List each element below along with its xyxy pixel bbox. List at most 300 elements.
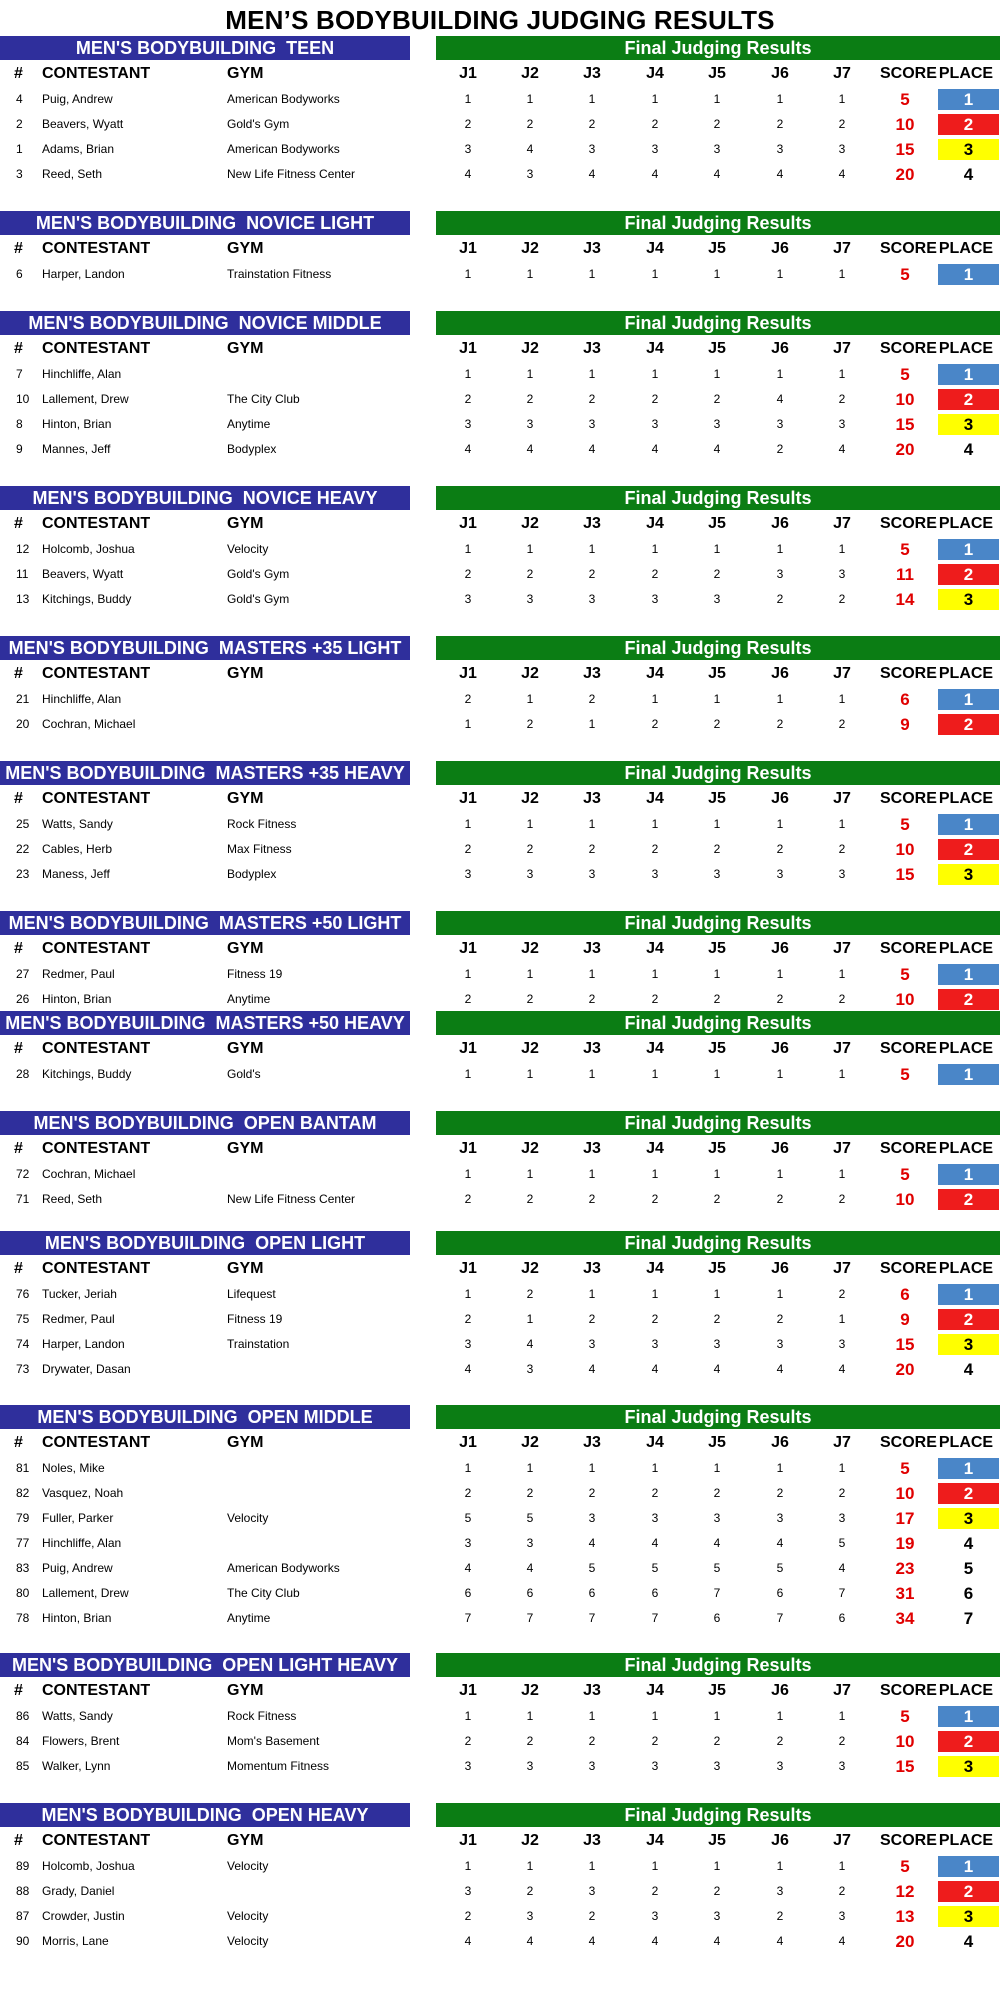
total-score: 15 xyxy=(895,1757,915,1776)
judge-score: 6 xyxy=(651,1586,659,1600)
contestant-name: Kitchings, Buddy xyxy=(42,1067,132,1081)
total-score: 10 xyxy=(895,1484,915,1503)
judge-score: 1 xyxy=(776,367,784,381)
gym-name: American Bodyworks xyxy=(227,92,340,106)
gym-name: Rock Fitness xyxy=(227,817,297,831)
header-score: SCORE xyxy=(880,1140,937,1157)
header-gym: GYM xyxy=(227,940,264,957)
judge-score: 3 xyxy=(776,1337,784,1351)
table-row xyxy=(0,1506,1000,1531)
judge-score: 2 xyxy=(464,567,472,581)
judge-score: 2 xyxy=(776,1734,784,1748)
gym-name: Velocity xyxy=(227,1934,269,1948)
contestant-number: 74 xyxy=(16,1337,30,1351)
judge-score: 3 xyxy=(588,1759,596,1773)
judge-score: 3 xyxy=(713,142,721,156)
place-badge: 2 xyxy=(938,114,999,135)
header-judge: J1 xyxy=(459,515,477,532)
table-row xyxy=(0,437,1000,462)
judge-score: 4 xyxy=(776,392,784,406)
place-badge: 2 xyxy=(938,1881,999,1902)
total-score: 19 xyxy=(895,1534,915,1553)
judge-score: 1 xyxy=(651,267,659,281)
category-title: MEN'S BODYBUILDING OPEN LIGHT HEAVY xyxy=(0,1653,410,1677)
header-judge: J1 xyxy=(459,1832,477,1849)
judge-score: 2 xyxy=(588,992,596,1006)
contestant-name: Redmer, Paul xyxy=(42,967,115,981)
judge-score: 1 xyxy=(651,1167,659,1181)
judge-score: 1 xyxy=(651,817,659,831)
section-header xyxy=(0,1653,1000,1677)
judge-score: 2 xyxy=(651,1486,659,1500)
place-badge: 1 xyxy=(938,1064,999,1085)
judge-score: 4 xyxy=(464,167,472,181)
table-row xyxy=(0,137,1000,162)
header-judge: J7 xyxy=(833,240,851,257)
place-badge: 1 xyxy=(938,689,999,710)
judge-score: 3 xyxy=(526,1536,534,1550)
table-row xyxy=(0,987,1000,1012)
judge-score: 2 xyxy=(526,1884,534,1898)
gym-name: Bodyplex xyxy=(227,442,277,456)
table-row xyxy=(0,1357,1000,1382)
table-row xyxy=(0,1332,1000,1357)
judge-score: 3 xyxy=(464,1337,472,1351)
judge-score: 2 xyxy=(588,692,596,706)
judge-score: 1 xyxy=(464,267,472,281)
judge-score: 1 xyxy=(464,1167,472,1181)
judge-score: 5 xyxy=(713,1561,721,1575)
table-row xyxy=(0,1904,1000,1929)
table-row xyxy=(0,562,1000,587)
judge-score: 2 xyxy=(651,392,659,406)
contestant-number: 73 xyxy=(16,1362,30,1376)
judge-score: 1 xyxy=(713,1067,721,1081)
contestant-number: 80 xyxy=(16,1586,30,1600)
judge-score: 4 xyxy=(838,167,846,181)
judge-score: 1 xyxy=(838,1859,846,1873)
contestant-number: 81 xyxy=(16,1461,30,1475)
place-badge: 4 xyxy=(963,440,974,459)
place-badge: 2 xyxy=(938,1731,999,1752)
judge-score: 3 xyxy=(588,1511,596,1525)
total-score: 5 xyxy=(900,965,910,984)
judge-score: 2 xyxy=(713,992,721,1006)
judge-score: 4 xyxy=(651,1934,659,1948)
header-judge: J2 xyxy=(521,1434,539,1451)
results-section xyxy=(0,636,1000,737)
header-judge: J1 xyxy=(459,1140,477,1157)
judge-score: 3 xyxy=(526,1759,534,1773)
contestant-number: 12 xyxy=(16,542,30,556)
judge-score: 1 xyxy=(838,1067,846,1081)
header-judge: J7 xyxy=(833,665,851,682)
total-score: 10 xyxy=(895,1732,915,1751)
contestant-name: Grady, Daniel xyxy=(42,1884,115,1898)
judge-score: 6 xyxy=(588,1586,596,1600)
contestant-number: 75 xyxy=(16,1312,30,1326)
header-place: PLACE xyxy=(938,1260,994,1277)
header-judge: J2 xyxy=(521,1682,539,1699)
judge-score: 3 xyxy=(588,867,596,881)
page-title: MEN’S BODYBUILDING JUDGING RESULTS xyxy=(225,5,775,35)
judge-score: 2 xyxy=(776,1312,784,1326)
header-judge: J2 xyxy=(521,790,539,807)
place-badge: 1 xyxy=(938,364,999,385)
judge-score: 4 xyxy=(526,1337,534,1351)
contestant-number: 77 xyxy=(16,1536,30,1550)
contestant-name: Kitchings, Buddy xyxy=(42,592,132,606)
judge-score: 3 xyxy=(713,417,721,431)
judge-score: 4 xyxy=(713,1934,721,1948)
header-judge: J3 xyxy=(583,1260,601,1277)
gym-name: Velocity xyxy=(227,1909,269,1923)
judge-score: 1 xyxy=(713,1709,721,1723)
gym-name: Velocity xyxy=(227,1511,269,1525)
header-judge: J5 xyxy=(708,1832,726,1849)
total-score: 10 xyxy=(895,990,915,1009)
header-judge: J2 xyxy=(521,940,539,957)
contestant-number: 2 xyxy=(16,117,23,131)
final-results-title: Final Judging Results xyxy=(436,636,1000,660)
judge-score: 1 xyxy=(526,1067,534,1081)
total-score: 11 xyxy=(896,565,914,584)
judge-score: 4 xyxy=(588,442,596,456)
header-judge: J6 xyxy=(771,1260,789,1277)
header-judge: J5 xyxy=(708,65,726,82)
judge-score: 2 xyxy=(526,992,534,1006)
total-score: 15 xyxy=(895,415,915,434)
header-judge: J7 xyxy=(833,1260,851,1277)
total-score: 31 xyxy=(895,1584,915,1603)
header-score: SCORE xyxy=(880,1832,937,1849)
place-badge: 7 xyxy=(963,1609,974,1628)
judge-score: 1 xyxy=(464,542,472,556)
section-header xyxy=(0,1111,1000,1135)
judge-score: 4 xyxy=(526,1561,534,1575)
judge-score: 2 xyxy=(651,1734,659,1748)
column-headers xyxy=(0,335,1000,362)
judge-score: 3 xyxy=(651,1511,659,1525)
final-results-title: Final Judging Results xyxy=(436,761,1000,785)
header-contestant: CONTESTANT xyxy=(42,240,151,257)
judge-score: 3 xyxy=(588,142,596,156)
judge-score: 7 xyxy=(651,1611,659,1625)
category-title: MEN'S BODYBUILDING MASTERS +50 HEAVY xyxy=(0,1011,410,1035)
header-place: PLACE xyxy=(938,1140,994,1157)
header-place: PLACE xyxy=(938,240,994,257)
judge-score: 5 xyxy=(588,1561,596,1575)
category-title: MEN'S BODYBUILDING OPEN LIGHT xyxy=(0,1231,410,1255)
table-row xyxy=(0,1754,1000,1779)
header-judge: J7 xyxy=(833,940,851,957)
header-place: PLACE xyxy=(938,1682,994,1699)
column-headers xyxy=(0,1255,1000,1282)
header-place: PLACE xyxy=(938,790,994,807)
contestant-name: Hinton, Brian xyxy=(42,1611,112,1625)
judge-score: 1 xyxy=(588,817,596,831)
judge-score: 1 xyxy=(776,542,784,556)
gym-name: Bodyplex xyxy=(227,867,277,881)
judge-score: 1 xyxy=(651,92,659,106)
column-headers xyxy=(0,935,1000,962)
judge-score: 1 xyxy=(713,1167,721,1181)
gym-name: New Life Fitness Center xyxy=(227,1192,356,1206)
judge-score: 2 xyxy=(713,1734,721,1748)
judge-score: 3 xyxy=(838,867,846,881)
header-contestant: CONTESTANT xyxy=(42,340,151,357)
judge-score: 1 xyxy=(838,267,846,281)
table-row xyxy=(0,112,1000,137)
header-judge: J1 xyxy=(459,790,477,807)
section-header xyxy=(0,311,1000,335)
table-row xyxy=(0,1481,1000,1506)
contestant-number: 76 xyxy=(16,1287,30,1301)
contestant-number: 84 xyxy=(16,1734,30,1748)
judge-score: 1 xyxy=(464,1461,472,1475)
judge-score: 1 xyxy=(526,817,534,831)
contestant-number: 72 xyxy=(16,1167,30,1181)
judge-score: 1 xyxy=(776,92,784,106)
header-contestant: CONTESTANT xyxy=(42,940,151,957)
judge-score: 4 xyxy=(588,1536,596,1550)
place-badge: 1 xyxy=(938,1856,999,1877)
place-badge: 5 xyxy=(963,1559,974,1578)
header-number: # xyxy=(14,1434,23,1451)
judge-score: 2 xyxy=(464,1192,472,1206)
results-section xyxy=(0,1803,1000,1954)
header-number: # xyxy=(14,515,23,532)
judge-score: 2 xyxy=(464,1909,472,1923)
column-headers xyxy=(0,1827,1000,1854)
judge-score: 1 xyxy=(651,542,659,556)
gym-name: Trainstation xyxy=(227,1337,290,1351)
category-title: MEN'S BODYBUILDING OPEN BANTAM xyxy=(0,1111,410,1135)
contestant-name: Holcomb, Joshua xyxy=(42,542,135,556)
gym-name: Mom's Basement xyxy=(227,1734,320,1748)
total-score: 6 xyxy=(900,1285,910,1304)
header-judge: J7 xyxy=(833,1140,851,1157)
table-row xyxy=(0,1729,1000,1754)
total-score: 23 xyxy=(895,1559,915,1578)
judge-score: 3 xyxy=(838,417,846,431)
judge-score: 1 xyxy=(588,967,596,981)
judge-score: 3 xyxy=(776,417,784,431)
header-judge: J3 xyxy=(583,65,601,82)
judge-score: 2 xyxy=(588,1192,596,1206)
judge-score: 1 xyxy=(713,967,721,981)
judge-score: 6 xyxy=(713,1611,721,1625)
judge-score: 1 xyxy=(526,1312,534,1326)
total-score: 14 xyxy=(895,590,915,609)
judge-score: 4 xyxy=(526,1934,534,1948)
contestant-name: Cochran, Michael xyxy=(42,717,136,731)
contestant-number: 21 xyxy=(16,692,30,706)
gym-name: Gold's Gym xyxy=(227,592,290,606)
judge-score: 1 xyxy=(526,1709,534,1723)
final-results-title: Final Judging Results xyxy=(436,1405,1000,1429)
judge-score: 1 xyxy=(588,1859,596,1873)
judge-score: 1 xyxy=(464,1859,472,1873)
judge-score: 1 xyxy=(838,1312,846,1326)
total-score: 5 xyxy=(900,365,910,384)
judge-score: 1 xyxy=(464,1709,472,1723)
place-badge: 3 xyxy=(938,864,999,885)
header-place: PLACE xyxy=(938,940,994,957)
final-results-title: Final Judging Results xyxy=(436,1653,1000,1677)
section-header xyxy=(0,36,1000,60)
judge-score: 1 xyxy=(526,1461,534,1475)
contestant-name: Morris, Lane xyxy=(42,1934,109,1948)
table-row xyxy=(0,1581,1000,1606)
judge-score: 4 xyxy=(776,1536,784,1550)
place-badge: 3 xyxy=(938,1756,999,1777)
judge-score: 1 xyxy=(776,817,784,831)
judge-score: 1 xyxy=(464,967,472,981)
judge-score: 1 xyxy=(776,1859,784,1873)
header-judge: J4 xyxy=(646,1260,664,1277)
total-score: 10 xyxy=(895,115,915,134)
judge-score: 3 xyxy=(464,417,472,431)
judge-score: 2 xyxy=(588,1909,596,1923)
section-header xyxy=(0,211,1000,235)
header-judge: J3 xyxy=(583,665,601,682)
header-contestant: CONTESTANT xyxy=(42,1434,151,1451)
header-contestant: CONTESTANT xyxy=(42,1832,151,1849)
judge-score: 3 xyxy=(464,867,472,881)
place-badge: 3 xyxy=(938,1334,999,1355)
judge-score: 3 xyxy=(776,567,784,581)
gym-name: Max Fitness xyxy=(227,842,292,856)
judge-score: 1 xyxy=(838,1167,846,1181)
judge-score: 1 xyxy=(713,367,721,381)
judge-score: 1 xyxy=(526,692,534,706)
gym-name: The City Club xyxy=(227,392,300,406)
contestant-name: Cables, Herb xyxy=(42,842,113,856)
table-row xyxy=(0,537,1000,562)
gym-name: Lifequest xyxy=(227,1287,276,1301)
judge-score: 2 xyxy=(776,1486,784,1500)
judge-score: 1 xyxy=(464,1287,472,1301)
header-judge: J3 xyxy=(583,1040,601,1057)
judge-score: 2 xyxy=(838,717,846,731)
gym-name: New Life Fitness Center xyxy=(227,167,356,181)
table-row xyxy=(0,1606,1000,1631)
judge-score: 3 xyxy=(588,1337,596,1351)
header-contestant: CONTESTANT xyxy=(42,790,151,807)
judge-score: 2 xyxy=(651,1884,659,1898)
judge-score: 2 xyxy=(776,1909,784,1923)
header-gym: GYM xyxy=(227,1260,264,1277)
header-place: PLACE xyxy=(938,1434,994,1451)
header-judge: J3 xyxy=(583,515,601,532)
contestant-number: 9 xyxy=(16,442,23,456)
judge-score: 4 xyxy=(526,142,534,156)
judge-score: 1 xyxy=(776,1461,784,1475)
judge-score: 2 xyxy=(838,117,846,131)
header-judge: J1 xyxy=(459,340,477,357)
judge-score: 4 xyxy=(588,167,596,181)
results-section xyxy=(0,486,1000,612)
header-judge: J4 xyxy=(646,1832,664,1849)
table-row xyxy=(0,1929,1000,1954)
total-score: 5 xyxy=(900,1707,910,1726)
header-gym: GYM xyxy=(227,1140,264,1157)
contestant-name: Fuller, Parker xyxy=(42,1511,114,1525)
table-row xyxy=(0,362,1000,387)
total-score: 6 xyxy=(900,690,910,709)
column-headers xyxy=(0,1135,1000,1162)
header-judge: J1 xyxy=(459,240,477,257)
contestant-name: Tucker, Jeriah xyxy=(42,1287,117,1301)
final-results-title: Final Judging Results xyxy=(436,211,1000,235)
place-badge: 2 xyxy=(938,1309,999,1330)
contestant-name: Watts, Sandy xyxy=(42,817,113,831)
judge-score: 3 xyxy=(651,417,659,431)
table-row xyxy=(0,1282,1000,1307)
contestant-name: Cochran, Michael xyxy=(42,1167,136,1181)
total-score: 5 xyxy=(900,90,910,109)
judge-score: 3 xyxy=(464,1884,472,1898)
judge-score: 4 xyxy=(838,442,846,456)
judge-score: 1 xyxy=(526,967,534,981)
judge-score: 1 xyxy=(713,1461,721,1475)
header-judge: J7 xyxy=(833,515,851,532)
gym-name: Rock Fitness xyxy=(227,1709,297,1723)
total-score: 5 xyxy=(900,1857,910,1876)
column-headers xyxy=(0,660,1000,687)
judge-score: 2 xyxy=(588,1734,596,1748)
judge-score: 4 xyxy=(651,1362,659,1376)
judge-score: 3 xyxy=(776,867,784,881)
header-contestant: CONTESTANT xyxy=(42,65,151,82)
header-judge: J2 xyxy=(521,1040,539,1057)
place-badge: 3 xyxy=(938,414,999,435)
header-judge: J1 xyxy=(459,1434,477,1451)
header-judge: J3 xyxy=(583,340,601,357)
judge-score: 1 xyxy=(651,967,659,981)
gym-name: Anytime xyxy=(227,1611,271,1625)
judge-score: 3 xyxy=(651,1759,659,1773)
judge-score: 1 xyxy=(713,817,721,831)
judge-score: 2 xyxy=(588,842,596,856)
place-badge: 4 xyxy=(963,1932,974,1951)
total-score: 12 xyxy=(895,1882,915,1901)
judge-score: 3 xyxy=(713,867,721,881)
judge-score: 1 xyxy=(713,542,721,556)
place-badge: 1 xyxy=(938,1458,999,1479)
contestant-number: 4 xyxy=(16,92,23,106)
header-judge: J7 xyxy=(833,1434,851,1451)
table-row xyxy=(0,587,1000,612)
header-judge: J2 xyxy=(521,340,539,357)
judge-score: 4 xyxy=(713,442,721,456)
total-score: 5 xyxy=(900,265,910,284)
judge-score: 1 xyxy=(776,1167,784,1181)
judge-score: 3 xyxy=(713,1909,721,1923)
table-row xyxy=(0,1307,1000,1332)
judge-score: 2 xyxy=(713,1312,721,1326)
header-judge: J5 xyxy=(708,1682,726,1699)
total-score: 17 xyxy=(895,1509,915,1528)
table-row xyxy=(0,87,1000,112)
header-judge: J6 xyxy=(771,790,789,807)
category-title: MEN'S BODYBUILDING MASTERS +35 LIGHT xyxy=(0,636,410,660)
place-badge: 2 xyxy=(938,564,999,585)
place-badge: 3 xyxy=(938,1508,999,1529)
header-judge: J2 xyxy=(521,1260,539,1277)
header-gym: GYM xyxy=(227,1682,264,1699)
